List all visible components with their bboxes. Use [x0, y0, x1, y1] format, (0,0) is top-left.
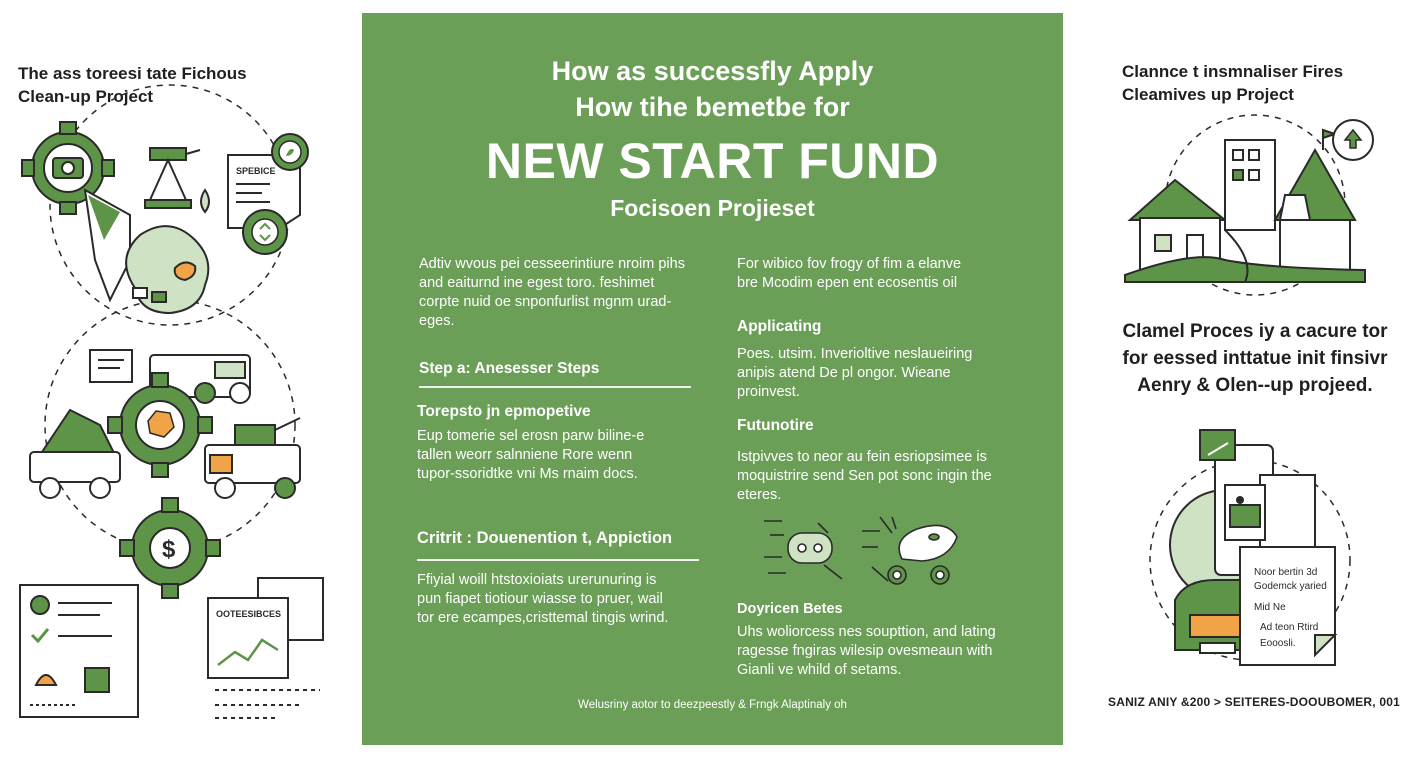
leaf-gear-icon	[272, 134, 308, 170]
doyrican-text-line: Uhs woliorcess nes soupttion, and lating	[737, 624, 996, 640]
criteria-text-line: pun fiapet tiotiour wiasse to pruer, wail	[417, 591, 663, 607]
applicating-text	[737, 345, 1037, 402]
divider	[419, 386, 691, 388]
futurotire-text-line: eteres.	[737, 487, 782, 503]
svg-text:$: $	[162, 536, 176, 563]
dump-truck-icon	[30, 410, 120, 498]
futurotire-text-line: moquistrire send Sen pot sonc ingin the	[737, 468, 992, 484]
criteria-text-line: tor ere ecampes,cristtemal tingis wrind.	[417, 610, 669, 626]
criteria-text	[417, 571, 717, 628]
intro-line: and eaiturnd ine egest toro. feshimet	[419, 275, 655, 291]
chart-doc-label: OOTEESIBCES	[216, 609, 282, 619]
futurotire-text	[737, 448, 1037, 505]
checklist-document-icon	[20, 585, 138, 717]
poster-heading-line-1: How as successfly Apply	[551, 56, 874, 86]
chart-document-icon	[208, 578, 323, 718]
left-illustrations	[0, 0, 360, 768]
form-line: Godemck yaried	[1254, 581, 1327, 592]
form-line: Ad teon Rtird	[1260, 622, 1319, 633]
right-title-line-2: Cleamives up Project	[1122, 85, 1294, 104]
doyrican-text-line: Gianli ve whild of setams.	[737, 662, 902, 678]
right-top-illustration	[1115, 110, 1405, 310]
applicating-text-line: anipis atend De pl ongor. Wieane	[737, 365, 951, 381]
left-title-line-2: Clean-up Project	[18, 87, 154, 106]
intro-line: corpte nuid oe snponfurlist mgnm urad-	[419, 294, 672, 310]
step-label: Step a: Anesesser Steps	[419, 360, 600, 377]
upload-gear-icon	[1333, 120, 1373, 160]
process-statement	[1105, 318, 1405, 399]
form-line: Mid Ne	[1254, 602, 1286, 613]
service-doc-label: SPEBICE	[236, 166, 276, 176]
applicating-text-line: Poes. utsim. Inverioltive neslaueiring	[737, 346, 973, 362]
applicating-text-line: proinvest.	[737, 384, 800, 400]
sub-text-line: tupor-ssoridtke vni Ms rnaim docs.	[417, 466, 638, 482]
left-title-line-1: The ass toreesi tate Fichous	[18, 64, 247, 83]
sub-text	[417, 427, 717, 484]
futurotire-heading: Futunotire	[737, 417, 814, 434]
divider	[417, 559, 699, 561]
sub-text-line: Eup tomerie sel erosn parw biline-e	[417, 428, 645, 444]
statement-line: Aenry & Olen--up projeed.	[1137, 375, 1373, 396]
intro-line: bre Mcodim epen ent ecosentis oil	[737, 275, 958, 291]
recycle-gear-icon	[243, 210, 287, 254]
statement-line: Clamel Proces iy a cacure tor	[1122, 321, 1388, 342]
sub-heading: Torepsto jn epmopetive	[417, 403, 591, 420]
criteria-text-line: Ffiyial woill htstoxioiats urerunuring is	[417, 572, 657, 588]
right-footer: SANIZ ANIY &200 > SEITERES-DOOUBOMER, 001	[1108, 695, 1400, 709]
right-column-intro	[737, 255, 1037, 293]
right-panel-title	[1122, 60, 1343, 106]
innovation-illustration	[762, 511, 962, 591]
left-column-intro	[419, 255, 719, 331]
statement-line: for eessed inttatue init finsivr	[1122, 348, 1388, 369]
applicating-heading: Applicating	[737, 318, 822, 335]
intro-line: Adtiv wvous pei cesseerintiure nroim pihs	[419, 256, 685, 272]
dollar-gear-icon	[120, 498, 220, 598]
intro-line: For wibico fov frogy of fim a elanve	[737, 256, 962, 272]
right-title-line-1: Clannce t insmnaliser Fires	[1122, 62, 1344, 81]
contaminated-soil-icon	[126, 226, 208, 313]
futurotire-text-line: Istpivves to neor au fein esriopsimee is	[737, 449, 987, 465]
form-line: Noor bertin 3d	[1254, 567, 1318, 578]
fund-name: NEW START FUND	[485, 133, 940, 189]
intro-line: eges.	[419, 313, 455, 329]
excavator-truck-icon	[205, 418, 300, 498]
doyrican-text	[737, 623, 1037, 680]
funding-poster	[362, 13, 1063, 745]
doyrican-text-line: ragesse fngiras wilesip ovesmeaun with	[737, 643, 993, 659]
poster-heading-line-2: How tihe bemetbe for	[575, 92, 850, 122]
sub-text-line: tallen weorr salnniene Rore wenn	[417, 447, 633, 463]
right-bottom-illustration	[1140, 425, 1400, 675]
form-line: Eooosli.	[1260, 638, 1296, 649]
doyrican-heading: Doyricen Betes	[737, 601, 843, 617]
criteria-label: Critrit : Douenention t, Appiction	[417, 529, 673, 547]
drill-rig-icon	[145, 148, 209, 212]
poster-subtitle: Focisoen Projieset	[610, 195, 815, 221]
poster-footer: Welusriny aotor to deezpeestly & Frngk Alaptinaly oh	[578, 699, 847, 711]
